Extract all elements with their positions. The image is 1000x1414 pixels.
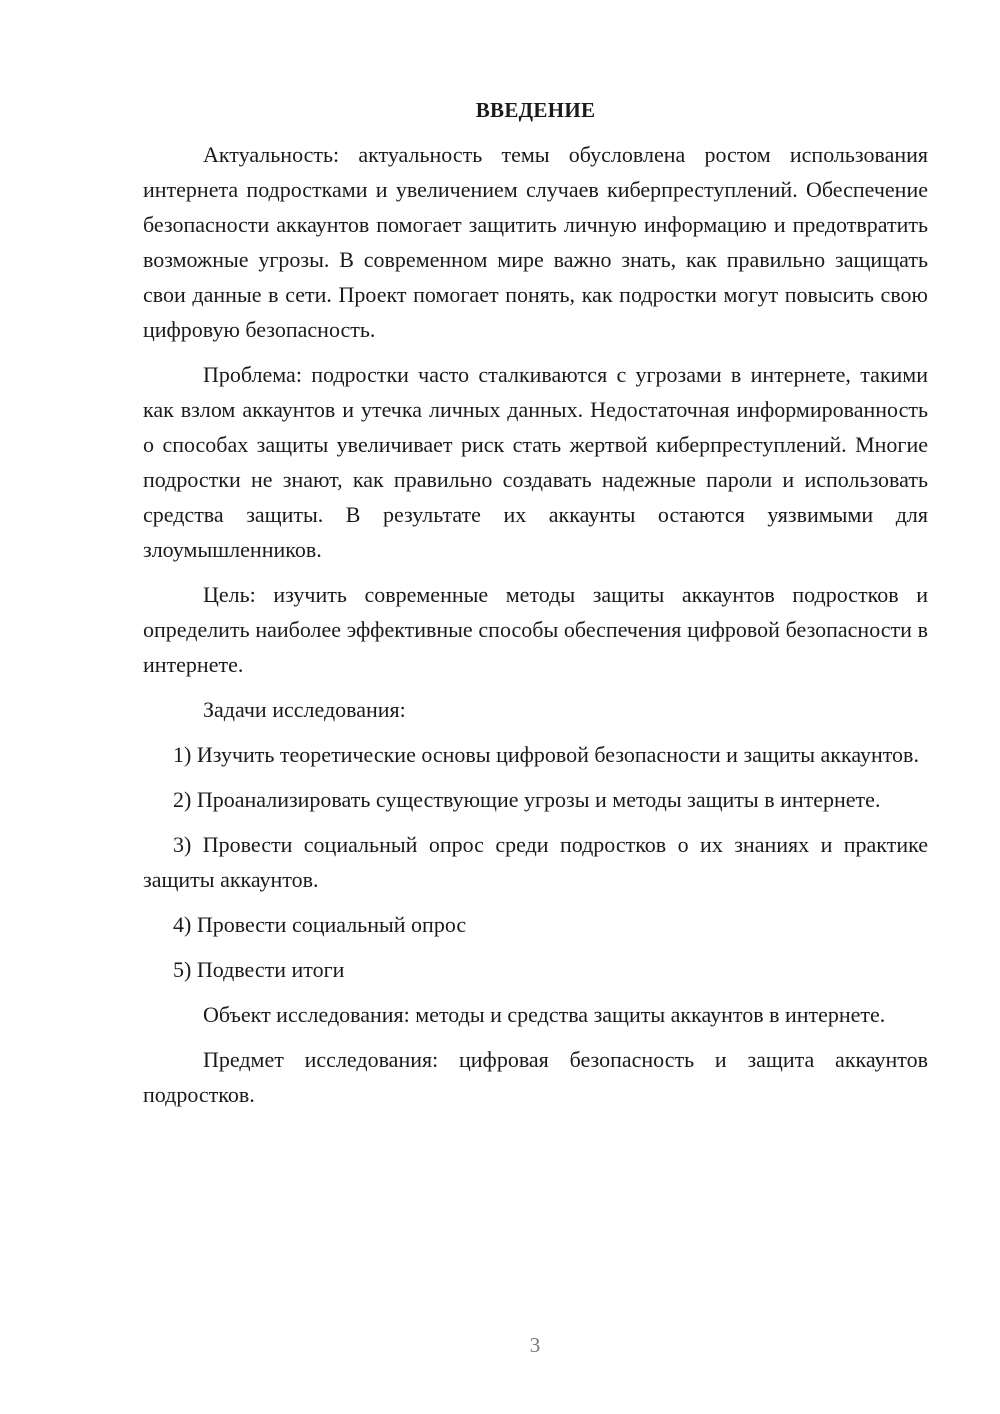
task-item-1: 1) Изучить теоретические основы цифровой безопасности и защиты аккаунтов. [173,742,919,767]
page-number: 3 [529,1333,541,1357]
task-item-4: 4) Провести социальный опрос [173,912,467,937]
problem-paragraph: Проблема: подростки часто сталкиваются с угрозами в интернете, такими как взлом аккаунтов и утечка личных данных. Недостаточная информированность о способах защиты увеличивает риск стать жертвой киберпреступлений. Многие подростки не знают, как правильно создавать надежные пароли и использовать средства защиты. В результате их аккаунты остаются уязвимыми для злоумышленников. [143,362,928,562]
tasks-title: Задачи исследования: [203,697,406,722]
object-paragraph: Объект исследования: методы и средства защиты аккаунтов в интернете. [203,1002,886,1027]
relevance-paragraph: Актуальность: актуальность темы обусловлена ростом использования интернета подростками и увеличением случаев киберпреступлений. Обеспечение безопасности аккаунтов помогает защитить личную информацию и предотвратить возможные угрозы. В современном мире важно знать, как правильно защищать свои данные в сети. Проект помогает понять, как подростки могут повысить свою цифровую безопасность. [143,142,928,342]
task-item-3: 3) Провести социальный опрос среди подростков о их знаниях и практике защиты аккаунтов. [143,832,928,892]
task-item-2: 2) Проанализировать существующие угрозы и методы защиты в интернете. [173,787,881,812]
subject-paragraph: Предмет исследования: цифровая безопасность и защита аккаунтов подростков. [143,1047,928,1107]
task-item-5: 5) Подвести итоги [173,957,345,982]
goal-paragraph: Цель: изучить современные методы защиты аккаунтов подростков и определить наиболее эффективные способы обеспечения цифровой безопасности в интернете. [143,582,928,677]
page-content [143,95,928,1122]
section-heading: ВВЕДЕНИЕ [475,98,596,122]
